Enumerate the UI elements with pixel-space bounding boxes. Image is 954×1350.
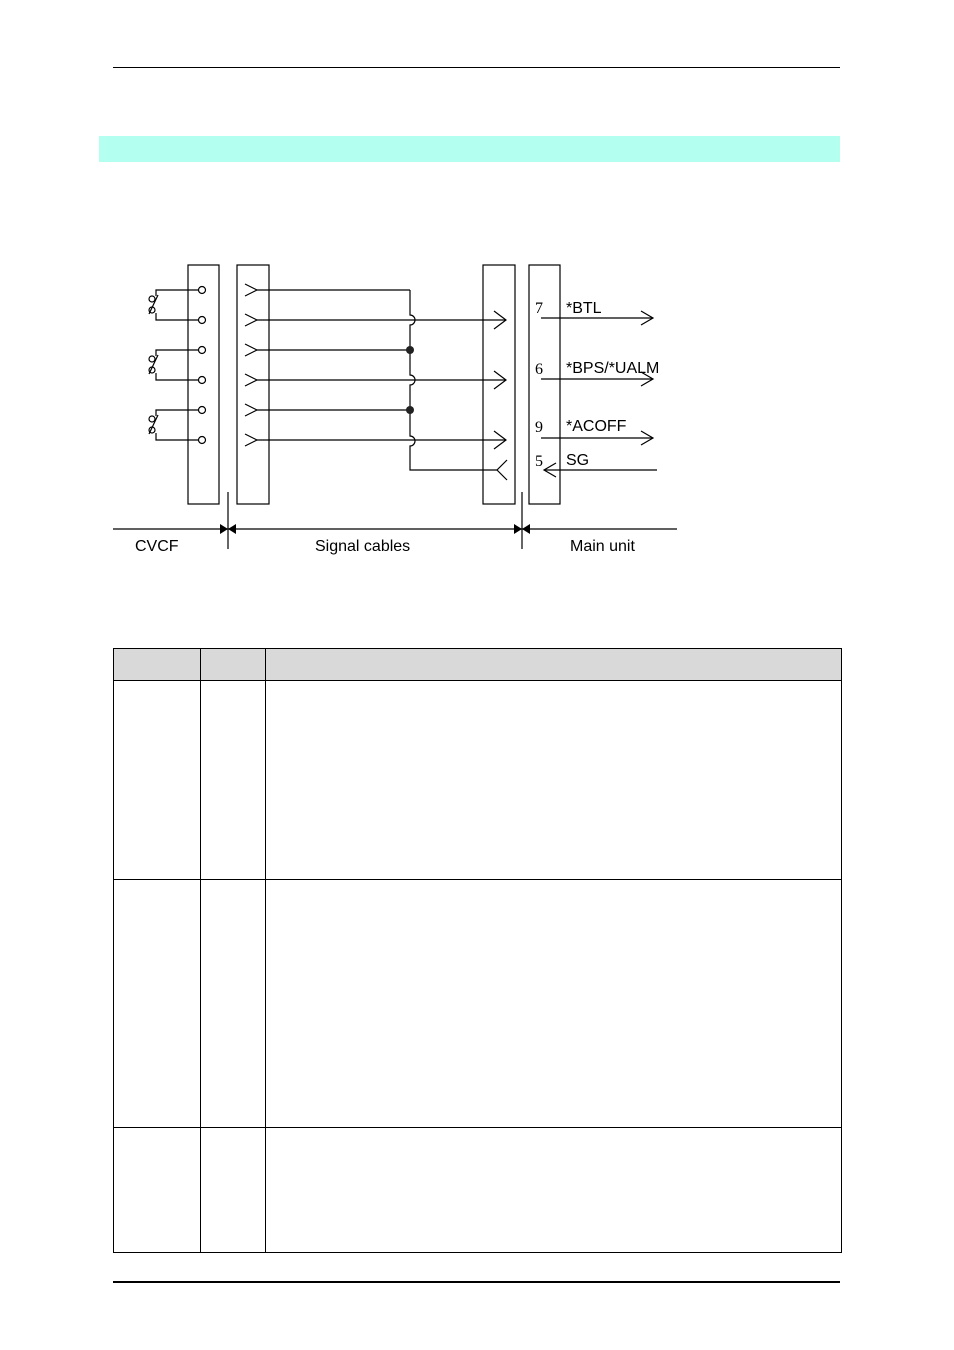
footer-rule — [113, 1281, 840, 1283]
relay-contact-2 — [149, 350, 199, 380]
table-cell — [114, 1128, 201, 1253]
relay-contact-1 — [149, 290, 199, 320]
table-row — [114, 880, 842, 1128]
section-heading-band — [99, 136, 840, 162]
table-cell — [114, 681, 201, 880]
left-connector-contacts — [245, 284, 257, 446]
table-cell — [266, 1128, 842, 1253]
table-cell — [201, 880, 266, 1128]
signal-name: *BPS/*UALM — [566, 360, 660, 377]
main-unit-connector — [529, 265, 560, 504]
table-row — [114, 681, 842, 880]
table-cell — [266, 681, 842, 880]
relay-contact-3 — [149, 410, 199, 440]
signal-name: *ACOFF — [566, 418, 627, 435]
section-label-main-unit: Main unit — [570, 538, 635, 555]
signal-description-table — [113, 648, 842, 1253]
table-header-row — [114, 649, 842, 681]
pin-number: 7 — [535, 300, 543, 317]
cvcf-terminals — [199, 287, 206, 444]
table-cell — [201, 681, 266, 880]
table-cell — [114, 880, 201, 1128]
pin-number: 5 — [535, 453, 543, 470]
signal-arrows — [541, 311, 660, 477]
table-header-cell — [114, 649, 201, 681]
table-cell — [201, 1128, 266, 1253]
section-label-signal-cables: Signal cables — [315, 538, 411, 555]
cable-connector-left — [237, 265, 269, 504]
section-label-cvcf: CVCF — [135, 538, 179, 555]
header-rule — [113, 67, 840, 68]
cvcf-connection-diagram — [110, 255, 710, 565]
signal-name: SG — [566, 452, 590, 469]
cvcf-terminal-block — [188, 265, 219, 504]
pin-number: 6 — [535, 361, 543, 378]
signal-name: *BTL — [566, 300, 602, 317]
table-cell — [266, 880, 842, 1128]
right-connector-contacts — [494, 311, 507, 480]
table-row — [114, 1128, 842, 1253]
table-header-cell — [201, 649, 266, 681]
table-header-cell — [266, 649, 842, 681]
pin-number: 9 — [535, 419, 543, 436]
